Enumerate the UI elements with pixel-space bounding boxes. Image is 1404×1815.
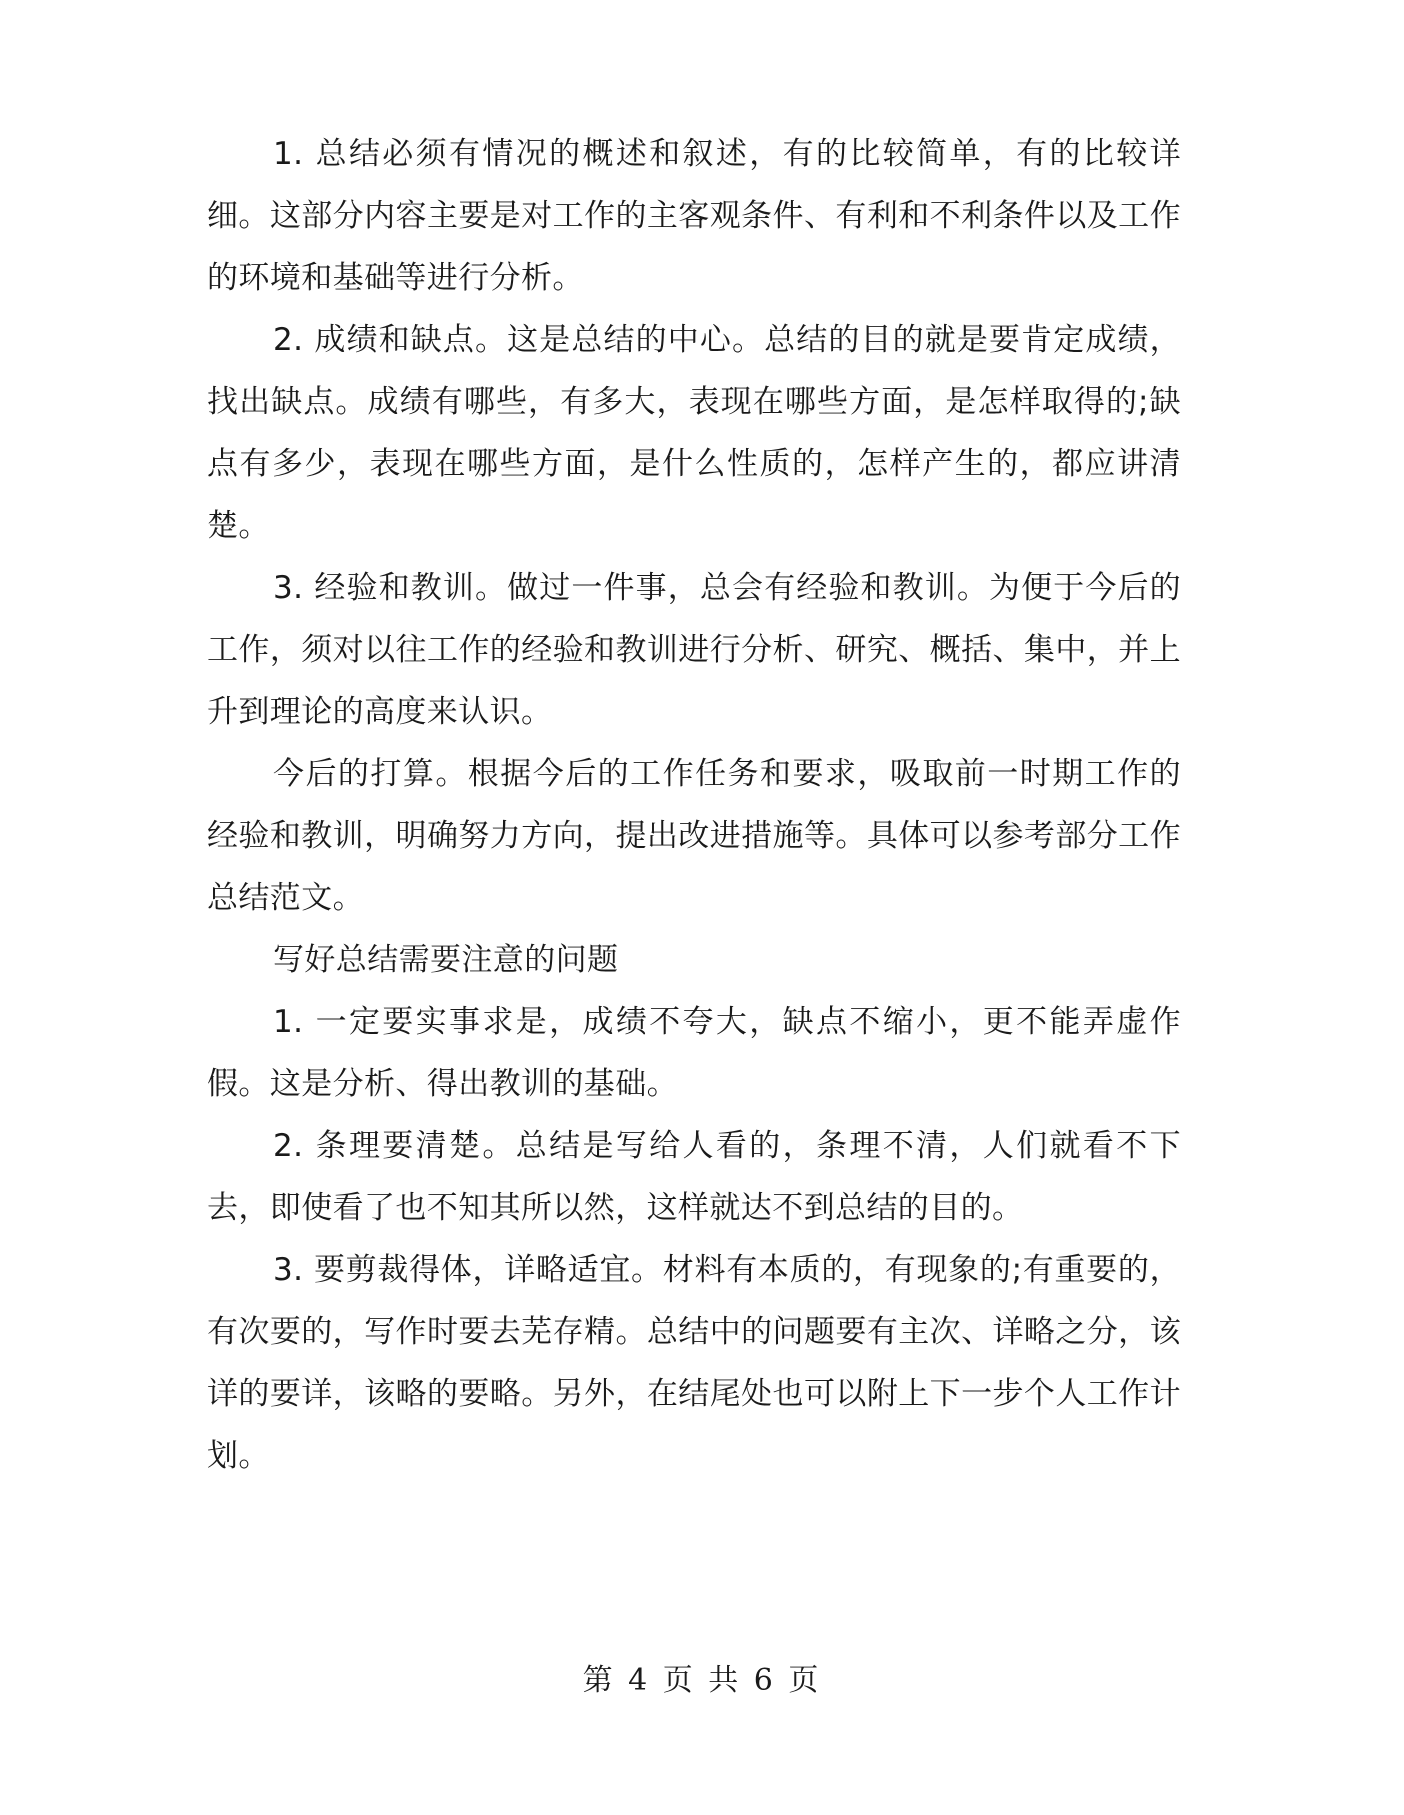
paragraph-summary-overview: 1. 总结必须有情况的概述和叙述，有的比较简单，有的比较详细。这部分内容主要是对工作的主客观条件、有利和不利条件以及工作的环境和基础等进行分析。 (207, 136, 1181, 296)
page-number-footer: 第 4 页 共 6 页 (582, 1663, 822, 1698)
paragraph-future-plans: 今后的打算。根据今后的工作任务和要求，吸取前一时期工作的经验和教训，明确努力方向，提出改进措施等。具体可以参考部分工作总结范文。 (207, 756, 1181, 916)
paragraph-be-concise: 3. 要剪裁得体，详略适宜。材料有本质的，有现象的;有重要的，有次要的，写作时要去芜存精。总结中的问题要有主次、详略之分，该详的要详，该略的要略。另外，在结尾处也可以附上下一步个人工作计划。 (207, 1252, 1181, 1474)
paragraph-achievements-shortcomings: 2. 成绩和缺点。这是总结的中心。总结的目的就是要肯定成绩，找出缺点。成绩有哪些，有多大，表现在哪些方面，是怎样取得的;缺点有多少，表现在哪些方面，是什么性质的，怎样产生的，都应讲清楚。 (207, 322, 1181, 544)
paragraph-be-organized: 2. 条理要清楚。总结是写给人看的，条理不清，人们就看不下去，即使看了也不知其所以然，这样就达不到总结的目的。 (207, 1128, 1181, 1226)
paragraph-be-truthful: 1. 一定要实事求是，成绩不夸大，缺点不缩小，更不能弄虚作假。这是分析、得出教训的基础。 (207, 1004, 1181, 1102)
paragraph-experience-lessons: 3. 经验和教训。做过一件事，总会有经验和教训。为便于今后的工作，须对以往工作的经验和教训进行分析、研究、概括、集中，并上升到理论的高度来认识。 (207, 570, 1181, 730)
section-heading-notes: 写好总结需要注意的问题 (273, 942, 619, 978)
document-body (207, 123, 1181, 1487)
